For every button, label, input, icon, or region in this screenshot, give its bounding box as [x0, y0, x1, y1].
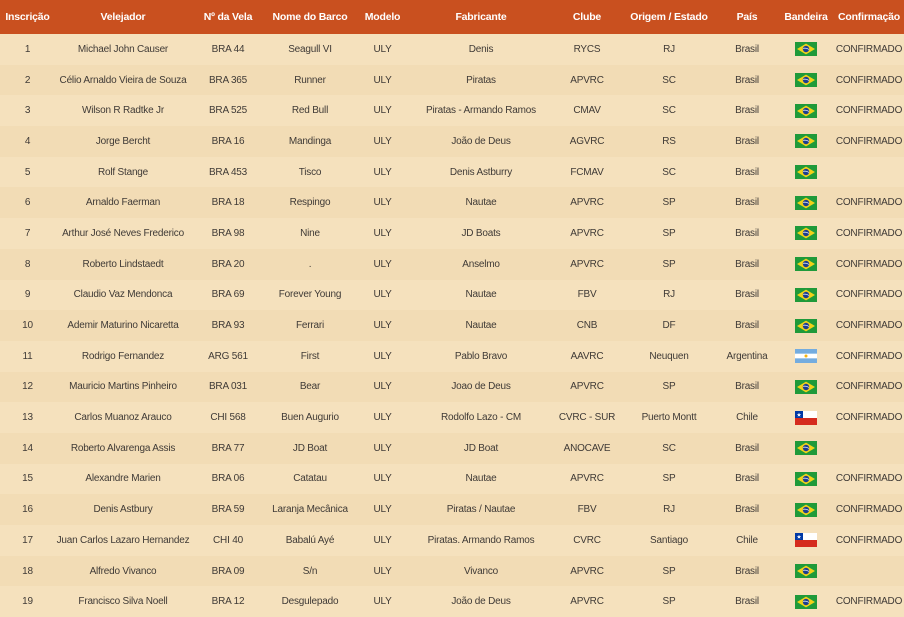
flag-cell — [778, 310, 834, 341]
sail-number-cell: BRA 453 — [191, 157, 265, 188]
builder-cell: Piratas - Armando Ramos — [410, 95, 552, 126]
country-cell: Brasil — [716, 95, 778, 126]
boat-name-cell: S/n — [265, 556, 355, 587]
boat-name-cell: Catatau — [265, 464, 355, 495]
builder-cell: Joao de Deus — [410, 372, 552, 403]
model-cell: ULY — [355, 157, 410, 188]
boat-name-cell: Respingo — [265, 187, 355, 218]
inscricao-cell: 7 — [0, 218, 55, 249]
brazil-flag-icon — [795, 503, 817, 517]
table-row — [0, 341, 904, 372]
col-header-modelo: Modelo — [355, 0, 410, 34]
model-cell: ULY — [355, 556, 410, 587]
sailor-cell: Roberto Alvarenga Assis — [55, 433, 191, 464]
sailor-cell: Alfredo Vivanco — [55, 556, 191, 587]
builder-cell: JD Boat — [410, 433, 552, 464]
status-cell — [834, 157, 904, 188]
brazil-flag-icon — [795, 42, 817, 56]
origin-cell: Neuquen — [622, 341, 716, 372]
inscricao-cell: 17 — [0, 525, 55, 556]
sailor-cell: Francisco Silva Noell — [55, 586, 191, 617]
status-cell: CONFIRMADO — [834, 95, 904, 126]
country-cell: Brasil — [716, 187, 778, 218]
table-row — [0, 157, 904, 188]
country-cell: Brasil — [716, 280, 778, 311]
origin-cell: RS — [622, 126, 716, 157]
table-row — [0, 433, 904, 464]
builder-cell: Nautae — [410, 310, 552, 341]
inscricao-cell: 10 — [0, 310, 55, 341]
model-cell: ULY — [355, 65, 410, 96]
flag-cell — [778, 341, 834, 372]
inscricao-cell: 5 — [0, 157, 55, 188]
club-cell: AAVRC — [552, 341, 622, 372]
club-cell: CVRC - SUR — [552, 402, 622, 433]
inscricao-cell: 14 — [0, 433, 55, 464]
origin-cell: RJ — [622, 280, 716, 311]
origin-cell: SP — [622, 586, 716, 617]
boat-name-cell: Mandinga — [265, 126, 355, 157]
club-cell: CNB — [552, 310, 622, 341]
status-cell: CONFIRMADO — [834, 126, 904, 157]
builder-cell: JD Boats — [410, 218, 552, 249]
col-header-vela: Nº da Vela — [191, 0, 265, 34]
model-cell: ULY — [355, 341, 410, 372]
model-cell: ULY — [355, 280, 410, 311]
origin-cell: RJ — [622, 34, 716, 65]
builder-cell: Nautae — [410, 280, 552, 311]
club-cell: APVRC — [552, 464, 622, 495]
club-cell: APVRC — [552, 249, 622, 280]
flag-cell — [778, 433, 834, 464]
flag-cell — [778, 464, 834, 495]
model-cell: ULY — [355, 310, 410, 341]
status-cell — [834, 433, 904, 464]
table-row — [0, 34, 904, 65]
table-body — [0, 34, 904, 617]
club-cell: CMAV — [552, 95, 622, 126]
boat-name-cell: Forever Young — [265, 280, 355, 311]
status-cell: CONFIRMADO — [834, 65, 904, 96]
inscricao-cell: 13 — [0, 402, 55, 433]
flag-cell — [778, 126, 834, 157]
club-cell: RYCS — [552, 34, 622, 65]
table-row — [0, 218, 904, 249]
table-row — [0, 249, 904, 280]
club-cell: APVRC — [552, 65, 622, 96]
table-row — [0, 310, 904, 341]
sailor-cell: Ademir Maturino Nicaretta — [55, 310, 191, 341]
boat-name-cell: JD Boat — [265, 433, 355, 464]
inscricao-cell: 15 — [0, 464, 55, 495]
model-cell: ULY — [355, 402, 410, 433]
country-cell: Brasil — [716, 310, 778, 341]
club-cell: FBV — [552, 494, 622, 525]
col-header-fabricante: Fabricante — [410, 0, 552, 34]
model-cell: ULY — [355, 126, 410, 157]
boat-name-cell: Red Bull — [265, 95, 355, 126]
boat-name-cell: Babalú Ayé — [265, 525, 355, 556]
inscricao-cell: 19 — [0, 586, 55, 617]
sail-number-cell: BRA 031 — [191, 372, 265, 403]
inscricao-cell: 6 — [0, 187, 55, 218]
sailor-cell: Claudio Vaz Mendonca — [55, 280, 191, 311]
flag-cell — [778, 556, 834, 587]
table-row — [0, 187, 904, 218]
club-cell: FBV — [552, 280, 622, 311]
club-cell: APVRC — [552, 187, 622, 218]
sail-number-cell: BRA 69 — [191, 280, 265, 311]
boat-name-cell: Buen Augurio — [265, 402, 355, 433]
club-cell: APVRC — [552, 372, 622, 403]
origin-cell: SP — [622, 464, 716, 495]
table-row — [0, 95, 904, 126]
status-cell: CONFIRMADO — [834, 586, 904, 617]
country-cell: Brasil — [716, 586, 778, 617]
sailor-cell: Alexandre Marien — [55, 464, 191, 495]
inscricao-cell: 11 — [0, 341, 55, 372]
table-row — [0, 556, 904, 587]
builder-cell: Denis — [410, 34, 552, 65]
sailor-cell: Jorge Bercht — [55, 126, 191, 157]
country-cell: Brasil — [716, 433, 778, 464]
origin-cell: RJ — [622, 494, 716, 525]
boat-name-cell: Desgulepado — [265, 586, 355, 617]
status-cell: CONFIRMADO — [834, 402, 904, 433]
sail-number-cell: BRA 525 — [191, 95, 265, 126]
col-header-bandeira: Bandeira — [778, 0, 834, 34]
model-cell: ULY — [355, 433, 410, 464]
col-header-confirmacao: Confirmação — [834, 0, 904, 34]
origin-cell: SP — [622, 372, 716, 403]
country-cell: Brasil — [716, 218, 778, 249]
status-cell: CONFIRMADO — [834, 341, 904, 372]
flag-cell — [778, 249, 834, 280]
origin-cell: Puerto Montt — [622, 402, 716, 433]
table-row — [0, 126, 904, 157]
status-cell — [834, 556, 904, 587]
brazil-flag-icon — [795, 288, 817, 302]
col-header-clube: Clube — [552, 0, 622, 34]
origin-cell: DF — [622, 310, 716, 341]
builder-cell: Nautae — [410, 464, 552, 495]
sailor-cell: Arnaldo Faerman — [55, 187, 191, 218]
sail-number-cell: BRA 12 — [191, 586, 265, 617]
country-cell: Argentina — [716, 341, 778, 372]
builder-cell: Piratas / Nautae — [410, 494, 552, 525]
status-cell: CONFIRMADO — [834, 187, 904, 218]
brazil-flag-icon — [795, 73, 817, 87]
status-cell: CONFIRMADO — [834, 280, 904, 311]
sail-number-cell: ARG 561 — [191, 341, 265, 372]
boat-name-cell: Seagull VI — [265, 34, 355, 65]
sailor-cell: Wilson R Radtke Jr — [55, 95, 191, 126]
flag-cell — [778, 34, 834, 65]
sailor-cell: Denis Astbury — [55, 494, 191, 525]
col-header-barco: Nome do Barco — [265, 0, 355, 34]
country-cell: Brasil — [716, 249, 778, 280]
boat-name-cell: Ferrari — [265, 310, 355, 341]
status-cell: CONFIRMADO — [834, 525, 904, 556]
country-cell: Brasil — [716, 494, 778, 525]
club-cell: APVRC — [552, 586, 622, 617]
model-cell: ULY — [355, 218, 410, 249]
brazil-flag-icon — [795, 441, 817, 455]
boat-name-cell: Tisco — [265, 157, 355, 188]
table-row — [0, 586, 904, 617]
sailor-cell: Roberto Lindstaedt — [55, 249, 191, 280]
flag-cell — [778, 95, 834, 126]
flag-cell — [778, 218, 834, 249]
model-cell: ULY — [355, 249, 410, 280]
flag-cell — [778, 65, 834, 96]
table-row — [0, 525, 904, 556]
inscricao-cell: 1 — [0, 34, 55, 65]
inscricao-cell: 3 — [0, 95, 55, 126]
sailor-cell: Arthur José Neves Frederico — [55, 218, 191, 249]
table-header — [0, 0, 904, 34]
sail-number-cell: BRA 20 — [191, 249, 265, 280]
brazil-flag-icon — [795, 134, 817, 148]
inscricao-cell: 4 — [0, 126, 55, 157]
builder-cell: João de Deus — [410, 126, 552, 157]
builder-cell: Anselmo — [410, 249, 552, 280]
sail-number-cell: BRA 16 — [191, 126, 265, 157]
club-cell: AGVRC — [552, 126, 622, 157]
status-cell: CONFIRMADO — [834, 34, 904, 65]
inscricao-cell: 2 — [0, 65, 55, 96]
brazil-flag-icon — [795, 104, 817, 118]
origin-cell: SP — [622, 556, 716, 587]
origin-cell: Santiago — [622, 525, 716, 556]
model-cell: ULY — [355, 464, 410, 495]
sail-number-cell: CHI 568 — [191, 402, 265, 433]
sailor-cell: Michael John Causer — [55, 34, 191, 65]
flag-cell — [778, 402, 834, 433]
model-cell: ULY — [355, 372, 410, 403]
builder-cell: Nautae — [410, 187, 552, 218]
country-cell: Chile — [716, 525, 778, 556]
sailor-cell: Carlos Muanoz Arauco — [55, 402, 191, 433]
brazil-flag-icon — [795, 165, 817, 179]
origin-cell: SP — [622, 218, 716, 249]
col-header-inscricao: Inscrição — [0, 0, 55, 34]
sailor-cell: Rolf Stange — [55, 157, 191, 188]
club-cell: APVRC — [552, 218, 622, 249]
flag-cell — [778, 494, 834, 525]
origin-cell: SC — [622, 433, 716, 464]
sailor-cell: Rodrigo Fernandez — [55, 341, 191, 372]
country-cell: Brasil — [716, 372, 778, 403]
status-cell: CONFIRMADO — [834, 494, 904, 525]
model-cell: ULY — [355, 494, 410, 525]
table-row — [0, 494, 904, 525]
flag-cell — [778, 372, 834, 403]
origin-cell: SC — [622, 95, 716, 126]
model-cell: ULY — [355, 95, 410, 126]
brazil-flag-icon — [795, 472, 817, 486]
builder-cell: Vivanco — [410, 556, 552, 587]
inscricao-cell: 9 — [0, 280, 55, 311]
chile-flag-icon — [795, 411, 817, 425]
builder-cell: Pablo Bravo — [410, 341, 552, 372]
origin-cell: SP — [622, 249, 716, 280]
club-cell: ANOCAVE — [552, 433, 622, 464]
boat-name-cell: First — [265, 341, 355, 372]
flag-cell — [778, 157, 834, 188]
sail-number-cell: BRA 93 — [191, 310, 265, 341]
sail-number-cell: BRA 77 — [191, 433, 265, 464]
flag-cell — [778, 187, 834, 218]
flag-cell — [778, 586, 834, 617]
model-cell: ULY — [355, 586, 410, 617]
country-cell: Brasil — [716, 65, 778, 96]
brazil-flag-icon — [795, 595, 817, 609]
sail-number-cell: CHI 40 — [191, 525, 265, 556]
sailor-cell: Célio Arnaldo Vieira de Souza — [55, 65, 191, 96]
status-cell: CONFIRMADO — [834, 372, 904, 403]
builder-cell: Rodolfo Lazo - CM — [410, 402, 552, 433]
brazil-flag-icon — [795, 319, 817, 333]
club-cell: FCMAV — [552, 157, 622, 188]
inscricao-cell: 12 — [0, 372, 55, 403]
model-cell: ULY — [355, 525, 410, 556]
chile-flag-icon — [795, 533, 817, 547]
sail-number-cell: BRA 44 — [191, 34, 265, 65]
country-cell: Brasil — [716, 157, 778, 188]
sail-number-cell: BRA 98 — [191, 218, 265, 249]
status-cell: CONFIRMADO — [834, 464, 904, 495]
col-header-origem: Origem / Estado — [622, 0, 716, 34]
status-cell: CONFIRMADO — [834, 249, 904, 280]
sail-number-cell: BRA 59 — [191, 494, 265, 525]
boat-name-cell: . — [265, 249, 355, 280]
inscricao-cell: 18 — [0, 556, 55, 587]
sail-number-cell: BRA 18 — [191, 187, 265, 218]
origin-cell: SP — [622, 187, 716, 218]
table-row — [0, 65, 904, 96]
table-row — [0, 402, 904, 433]
builder-cell: Denis Astburry — [410, 157, 552, 188]
country-cell: Brasil — [716, 126, 778, 157]
boat-name-cell: Runner — [265, 65, 355, 96]
inscricao-cell: 8 — [0, 249, 55, 280]
model-cell: ULY — [355, 187, 410, 218]
boat-name-cell: Bear — [265, 372, 355, 403]
club-cell: APVRC — [552, 556, 622, 587]
brazil-flag-icon — [795, 564, 817, 578]
sailor-cell: Juan Carlos Lazaro Hernandez — [55, 525, 191, 556]
sail-number-cell: BRA 09 — [191, 556, 265, 587]
status-cell: CONFIRMADO — [834, 218, 904, 249]
status-cell: CONFIRMADO — [834, 310, 904, 341]
col-header-pais: País — [716, 0, 778, 34]
sail-number-cell: BRA 06 — [191, 464, 265, 495]
table-row — [0, 464, 904, 495]
model-cell: ULY — [355, 34, 410, 65]
country-cell: Brasil — [716, 464, 778, 495]
brazil-flag-icon — [795, 380, 817, 394]
country-cell: Brasil — [716, 34, 778, 65]
brazil-flag-icon — [795, 257, 817, 271]
col-header-velejador: Velejador — [55, 0, 191, 34]
boat-name-cell: Nine — [265, 218, 355, 249]
builder-cell: Piratas — [410, 65, 552, 96]
boat-name-cell: Laranja Mecânica — [265, 494, 355, 525]
table-row — [0, 280, 904, 311]
country-cell: Brasil — [716, 556, 778, 587]
brazil-flag-icon — [795, 226, 817, 240]
origin-cell: SC — [622, 157, 716, 188]
builder-cell: João de Deus — [410, 586, 552, 617]
sail-number-cell: BRA 365 — [191, 65, 265, 96]
sailor-cell: Mauricio Martins Pinheiro — [55, 372, 191, 403]
flag-cell — [778, 525, 834, 556]
country-cell: Chile — [716, 402, 778, 433]
brazil-flag-icon — [795, 196, 817, 210]
builder-cell: Piratas. Armando Ramos — [410, 525, 552, 556]
flag-cell — [778, 280, 834, 311]
club-cell: CVRC — [552, 525, 622, 556]
origin-cell: SC — [622, 65, 716, 96]
argentina-flag-icon — [795, 349, 817, 363]
table-row — [0, 372, 904, 403]
inscricao-cell: 16 — [0, 494, 55, 525]
